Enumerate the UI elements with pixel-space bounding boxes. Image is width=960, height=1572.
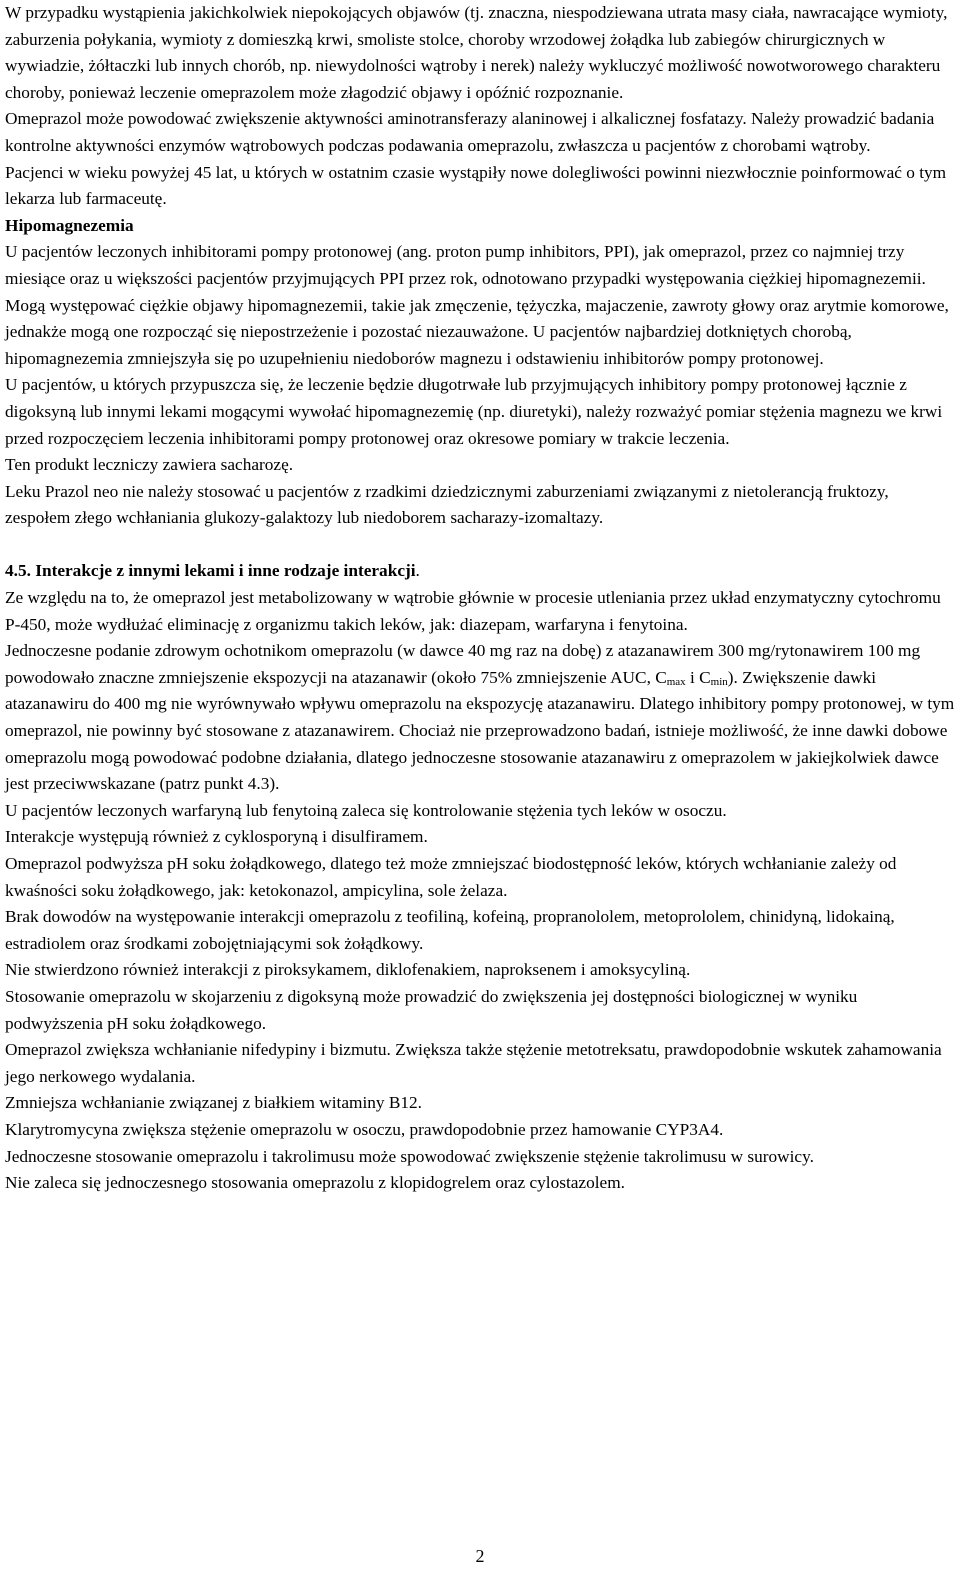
paragraph-nsaids: Nie stwierdzono również interakcji z piroksykamem, diklofenakiem, naproksenem i amoksycyliną. <box>5 960 691 980</box>
spacer <box>5 532 955 559</box>
paragraph-cyp450: Ze względu na to, że omeprazol jest metabolizowany w wątrobie głównie w procesie utleniania przez układ enzymatyczny cytochromu P-450, może wydłużać eliminację z organizmu takich leków, jak: diazepam, warfaryna i fenytoina. <box>5 588 941 634</box>
paragraph-warning-symptoms: W przypadku wystąpienia jakichkolwiek niepokojących objawów (tj. znaczna, niespodziewana utrata masy ciała, nawracające wymioty, zaburzenia połykania, wymioty z domieszką krwi, smoliste stolce, choroby wrzodowej żołądka lub zabiegów chirurgicznych w wywiadzie, żółtaczki lub innych chorób, np. niewydolności wątroby i nerek) należy wykluczyć możliwość nowotworowego charakteru choroby, ponieważ leczenie omeprazolem może złagodzić objawy i opóźnić rozpoznanie. <box>5 3 948 102</box>
paragraph-fructose-intolerance: Leku Prazol neo nie należy stosować u pacjentów z rzadkimi dziedzicznymi zaburzeniami związanymi z nietolerancją fruktozy, zespołem złego wchłaniania glukozy-galaktozy lub niedoborem sacharazy-izomaltazy. <box>5 481 889 528</box>
section-heading-interactions: 4.5. Interakcje z innymi lekami i inne rodzaje interakcji <box>5 561 416 581</box>
paragraph-sucrose: Ten produkt leczniczy zawiera sacharozę. <box>5 455 294 475</box>
heading-hypomagnesemia: Hipomagnezemia <box>5 215 134 235</box>
paragraph-clarithromycin: Klarytromycyna zwiększa stężenie omeprazolu w osoczu, prawdopodobnie przez hamowanie CYP3A4. <box>5 1119 724 1139</box>
paragraph-b12: Zmniejsza wchłanianie związanej z białkiem witaminy B12. <box>5 1093 423 1113</box>
paragraph-no-interactions: Brak dowodów na występowanie interakcji omeprazolu z teofiliną, kofeiną, propranololem, metoprololem, chinidyną, lidokainą, estradiolem oraz środkami zobojętniającymi sok żołądkowy. <box>5 907 895 953</box>
paragraph-magnesium-monitoring: U pacjentów, u których przypuszcza się, że leczenie będzie długotrwałe lub przyjmujących inhibitory pompy protonowej łącznie z digoksyną lub innymi lekami mogącymi wywołać hipomagnezemię (np. diuretyki), należy rozważyć pomiar stężenia magnezu we krwi przed rozpoczęciem leczenia inhibitorami pompy protonowej oraz okresowe pomiary w trakcie leczenia. <box>5 375 943 448</box>
paragraph-liver-enzymes: Omeprazol może powodować zwiększenie aktywności aminotransferazy alaninowej i alkalicznej fosfatazy. Należy prowadzić badania kontrolne aktywności enzymów wątrobowych podczas podawania omeprazolu, zwłaszcza u pacjentów z chorobami wątroby. <box>5 109 935 155</box>
atazanavir-text-part-1: Jednoczesne podanie zdrowym ochotnikom omeprazolu (w dawce 40 mg raz na dobę) z atazanawirem 300 mg/rytonawirem 100 mg powodowało znaczne zmniejszenie ekspozycji na atazanawir (około 75% zmniejszenie AUC, C <box>5 641 921 687</box>
atazanavir-text-part-3: ). Zwiększenie dawki atazanawiru do 400 mg nie wyrównywało wpływu omeprazolu na ekspozycję atazanawiru. Dlatego inhibitory pompy protonowej, w tym omeprazol, nie powinny być stosowane z atazanawirem. Chociaż nie przeprowadzono badań, istnieje możliwość, że inne dawki dobowe omeprazolu mogą powodować podobne działania, dlatego jednoczesne stosowanie atazanawiru z omeprazolem w jakiejkolwiek dawce jest przeciwwskazane (patrz punkt 4.3). <box>5 667 955 794</box>
paragraph-nifedipine: Omeprazol zwiększa wchłanianie nifedypiny i bizmutu. Zwiększa także stężenie metotreksatu, prawdopodobnie wskutek zahamowania jego nerkowego wydalania. <box>5 1040 942 1086</box>
paragraph-age-over-45: Pacjenci w wieku powyżej 45 lat, u których w ostatnim czasie wystąpiły nowe dolegliwości powinni niezwłocznie poinformować o tym lekarza lub farmaceutę. <box>5 162 947 209</box>
paragraph-clopidogrel: Nie zaleca się jednoczesnego stosowania omeprazolu z klopidogrelem oraz cylostazolem. <box>5 1173 625 1193</box>
subscript-min: min <box>710 675 728 688</box>
page-number: 2 <box>475 1546 485 1566</box>
section-heading-row <box>5 558 955 585</box>
document-page <box>5 0 955 1197</box>
paragraph-atazanavir <box>5 638 955 798</box>
atazanavir-text-part-2: i C <box>685 667 711 687</box>
paragraph-digoxin: Stosowanie omeprazolu w skojarzeniu z digoksyną może prowadzić do zwiększenia jej dostępności biologicznej w wyniku podwyższenia pH soku żołądkowego. <box>5 986 858 1033</box>
paragraph-warfarin: U pacjentów leczonych warfaryną lub fenytoiną zaleca się kontrolowanie stężenia tych leków w osoczu. <box>5 800 727 820</box>
paragraph-tacrolimus: Jednoczesne stosowanie omeprazolu i takrolimusu może spowodować zwiększenie stężenie takrolimusu w surowicy. <box>5 1146 814 1166</box>
paragraph-gastric-ph: Omeprazol podwyższa pH soku żołądkowego, dlatego też może zmniejszać biodostępność leków, których wchłanianie zależy od kwaśności soku żołądkowego, jak: ketokonazol, ampicylina, sole żelaza. <box>5 854 897 900</box>
paragraph-cyclosporine: Interakcje występują również z cyklosporyną i disulfiramem. <box>5 827 428 847</box>
subscript-max: max <box>666 675 686 688</box>
section-heading-period: . <box>415 561 420 581</box>
paragraph-hypomagnesemia: U pacjentów leczonych inhibitorami pompy protonowej (ang. proton pump inhibitors, PPI), jak omeprazol, przez co najmniej trzy miesiące oraz u większości pacjentów przyjmujących PPI przez rok, odnotowano przypadki występowania ciężkiej hipomagnezemii. Mogą występować ciężkie objawy hipomagnezemii, takie jak zmęczenie, tężyczka, majaczenie, zawroty głowy oraz arytmie komorowe, jednakże mogą one rozpocząć się niepostrzeżenie i pozostać niezauważone. U pacjentów najbardziej dotkniętych chorobą, hipomagnezemia zmniejszyła się po uzupełnieniu niedoborów magnezu i odstawieniu inhibitorów pompy protonowej. <box>5 242 949 368</box>
